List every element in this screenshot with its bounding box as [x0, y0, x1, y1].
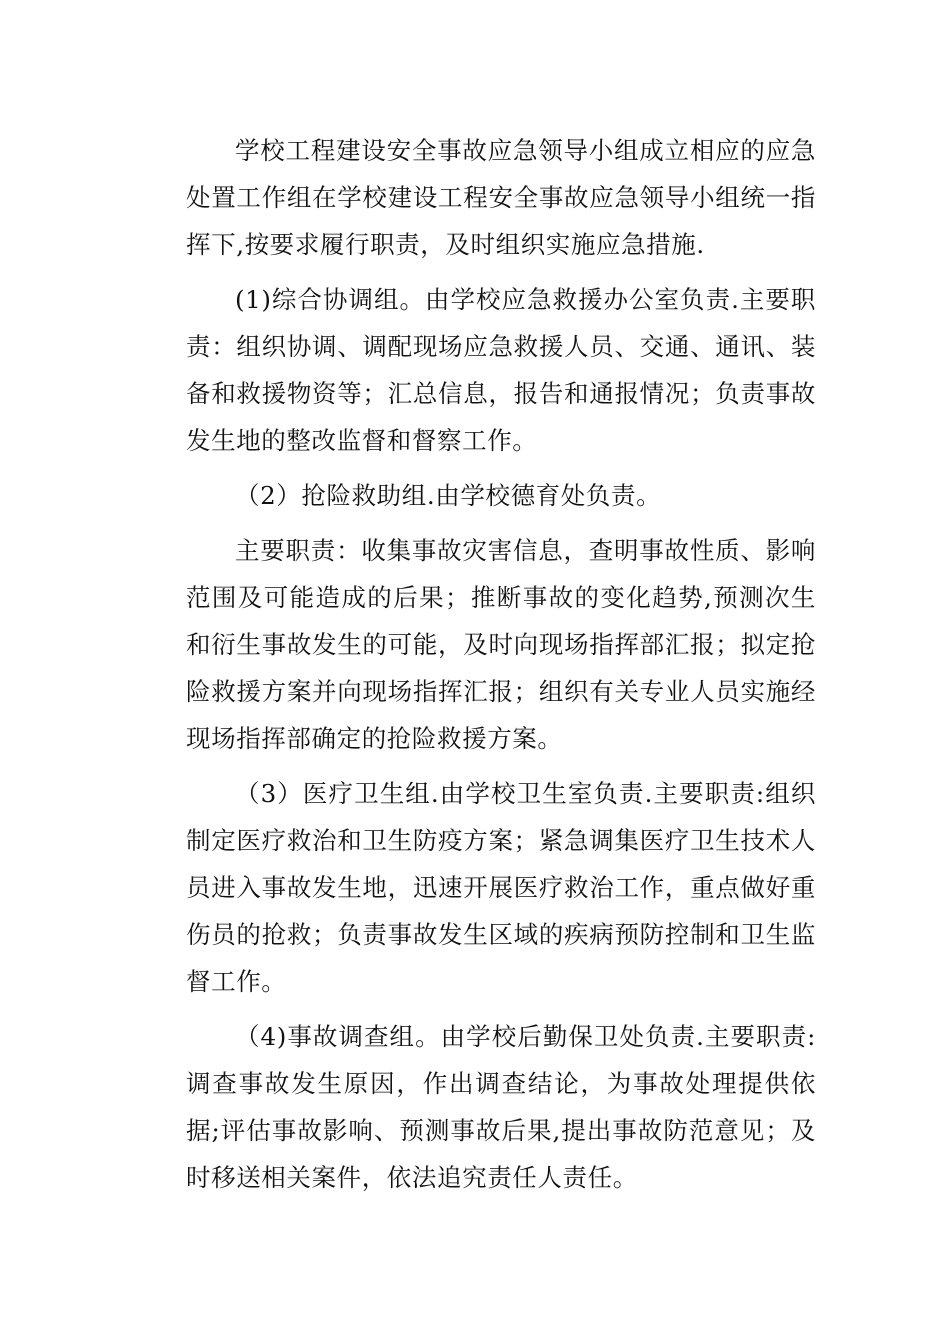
paragraph-medical-group: （3）医疗卫生组.由学校卫生室负责.主要职责:组织制定医疗救治和卫生防疫方案；紧急调集医疗卫生技术人员进入事故发生地，迅速开展医疗救治工作，重点做好重伤员的抢救；负责事故发生区域的疾病预防控制和卫生监督工作。	[186, 779, 816, 996]
paragraph-intro: 学校工程建设安全事故应急领导小组成立相应的应急处置工作组在学校建设工程安全事故应急领导小组统一指挥下,按要求履行职责，及时组织实施应急措施.	[186, 136, 816, 259]
paragraph-rescue-duties: 主要职责：收集事故灾害信息，查明事故性质、影响范围及可能造成的后果；推断事故的变化趋势,预测次生和衍生事故发生的可能，及时向现场指挥部汇报；拟定抢险救援方案并向现场指挥汇报；组织有关专业人员实施经现场指挥部确定的抢险救援方案。	[186, 536, 816, 753]
paragraph-investigation-group: （4)事故调查组。由学校后勤保卫处负责.主要职责:调查事故发生原因，作出调查结论，为事故处理提供依据;评估事故影响、预测事故后果,提出事故防范意见；及时移送相关案件，依法追究责任人责任。	[186, 1022, 816, 1192]
document-body	[186, 127, 816, 1209]
paragraph-coordination-group: (1)综合协调组。由学校应急救援办公室负责.主要职责：组织协调、调配现场应急救援人员、交通、通讯、装备和救援物资等；汇总信息，报告和通报情况；负责事故发生地的整改监督和督察工作。	[186, 285, 816, 455]
paragraph-rescue-group: （2）抢险救助组.由学校德育处负责。	[235, 481, 662, 510]
